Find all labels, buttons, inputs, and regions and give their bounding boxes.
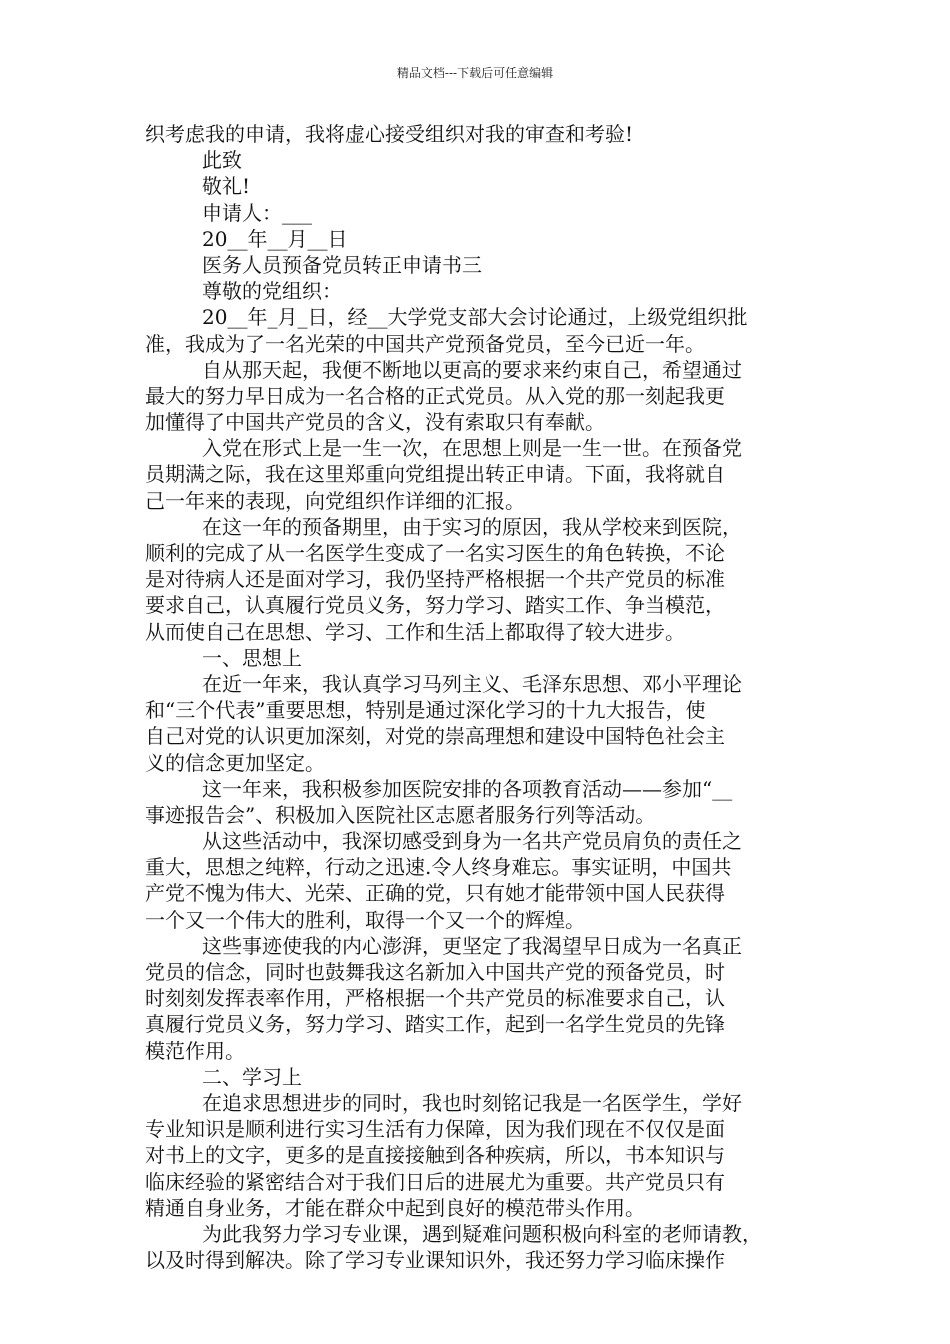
text-line: 申请人：___ <box>202 200 312 225</box>
text-line: 义的信念更加坚定。 <box>145 750 325 775</box>
text-line: 准，我成为了一名光荣的中国共产党预备党员，至今已近一年。 <box>145 331 705 356</box>
text-line: 入党在形式上是一生一次，在思想上则是一生一世。在预备党 <box>202 436 742 461</box>
text-line: 专业知识是顺利进行实习生活有力保障，因为我们现在不仅仅是面 <box>145 1117 725 1142</box>
text-line: 重大，思想之纯粹，行动之迅速.令人终身难忘。事实证明，中国共 <box>145 855 732 880</box>
text-line: 敬礼! <box>202 174 251 199</box>
text-line: 事迹报告会”、积极加入医院社区志愿者服务行列等活动。 <box>145 802 656 827</box>
page-header: 精品文档---下载后可任意编辑 <box>396 66 554 80</box>
text-line: 以及时得到解决。除了学习专业课知识外，我还努力学习临床操作 <box>145 1248 725 1273</box>
text-line: 一、思想上 <box>202 645 302 670</box>
text-line: 加懂得了中国共产党员的含义，没有索取只有奉献。 <box>145 410 605 435</box>
text-line: 和“三个代表”重要思想，特别是通过深化学习的十九大报告，使 <box>145 698 706 723</box>
text-line: 在近一年来，我认真学习马列主义、毛泽东思想、邓小平理论 <box>202 671 742 696</box>
text-line: 从这些活动中，我深切感受到身为一名共产党员肩负的责任之 <box>202 829 742 854</box>
document-body <box>145 121 815 1273</box>
text-line: 自从那天起，我便不断地以更高的要求来约束自己，希望通过 <box>202 357 742 382</box>
text-line: 二、学习上 <box>202 1064 302 1089</box>
text-line: 20__年_月_日，经__大学党支部大会讨论通过，上级党组织批 <box>202 305 748 330</box>
text-line: 尊敬的党组织： <box>202 279 342 304</box>
text-line: 为此我努力学习专业课，遇到疑难问题积极向科室的老师请教， <box>202 1221 762 1246</box>
text-line: 这一年来，我积极参加医院安排的各项教育活动——参加“__ <box>202 776 733 801</box>
text-line: 时刻刻发挥表率作用，严格根据一个共产党员的标准要求自己，认 <box>145 986 725 1011</box>
text-line: 最大的努力早日成为一名合格的正式党员。从入党的那一刻起我更 <box>145 383 725 408</box>
text-line: 己一年来的表现，向党组织作详细的汇报。 <box>145 488 525 513</box>
text-line: 这些事迹使我的内心澎湃，更坚定了我渴望早日成为一名真正 <box>202 933 742 958</box>
text-line: 医务人员预备党员转正申请书三 <box>202 252 482 277</box>
text-line: 精通自身业务，才能在群众中起到良好的模范带头作用。 <box>145 1195 645 1220</box>
text-line: 员期满之际，我在这里郑重向党组提出转正申请。下面，我将就自 <box>145 462 725 487</box>
text-line: 对书上的文字，更多的是直接接触到各种疾病，所以，书本知识与 <box>145 1143 725 1168</box>
text-line: 20__年__月__日 <box>202 226 348 251</box>
text-line: 临床经验的紧密结合对于我们日后的进展尤为重要。共产党员只有 <box>145 1169 725 1194</box>
text-line: 党员的信念，同时也鼓舞我这名新加入中国共产党的预备党员，时 <box>145 960 725 984</box>
text-line: 模范作用。 <box>145 1038 245 1063</box>
text-line: 一个又一个伟大的胜利，取得一个又一个的辉煌。 <box>145 907 585 932</box>
text-line: 产党不愧为伟大、光荣、正确的党，只有她才能带领中国人民获得 <box>145 881 725 906</box>
text-line: 在追求思想进步的同时，我也时刻铭记我是一名医学生，学好 <box>202 1090 742 1115</box>
text-line: 是对待病人还是面对学习，我仍坚持严格根据一个共产党员的标准 <box>145 567 725 592</box>
text-line: 从而使自己在思想、学习、工作和生活上都取得了较大进步。 <box>145 619 685 644</box>
text-line: 顺利的完成了从一名医学生变成了一名实习医生的角色转换，不论 <box>145 541 725 565</box>
text-line: 织考虑我的申请，我将虚心接受组织对我的审查和考验! <box>145 122 634 146</box>
text-line: 在这一年的预备期里，由于实习的原因，我从学校来到医院， <box>202 514 742 539</box>
text-line: 真履行党员义务，努力学习、踏实工作，起到一名学生党员的先锋 <box>145 1012 725 1037</box>
text-line: 自己对党的认识更加深刻，对党的崇高理想和建设中国特色社会主 <box>145 724 725 749</box>
text-line: 此致 <box>202 148 242 173</box>
text-line: 要求自己，认真履行党员义务，努力学习、踏实工作、争当模范， <box>145 593 725 618</box>
